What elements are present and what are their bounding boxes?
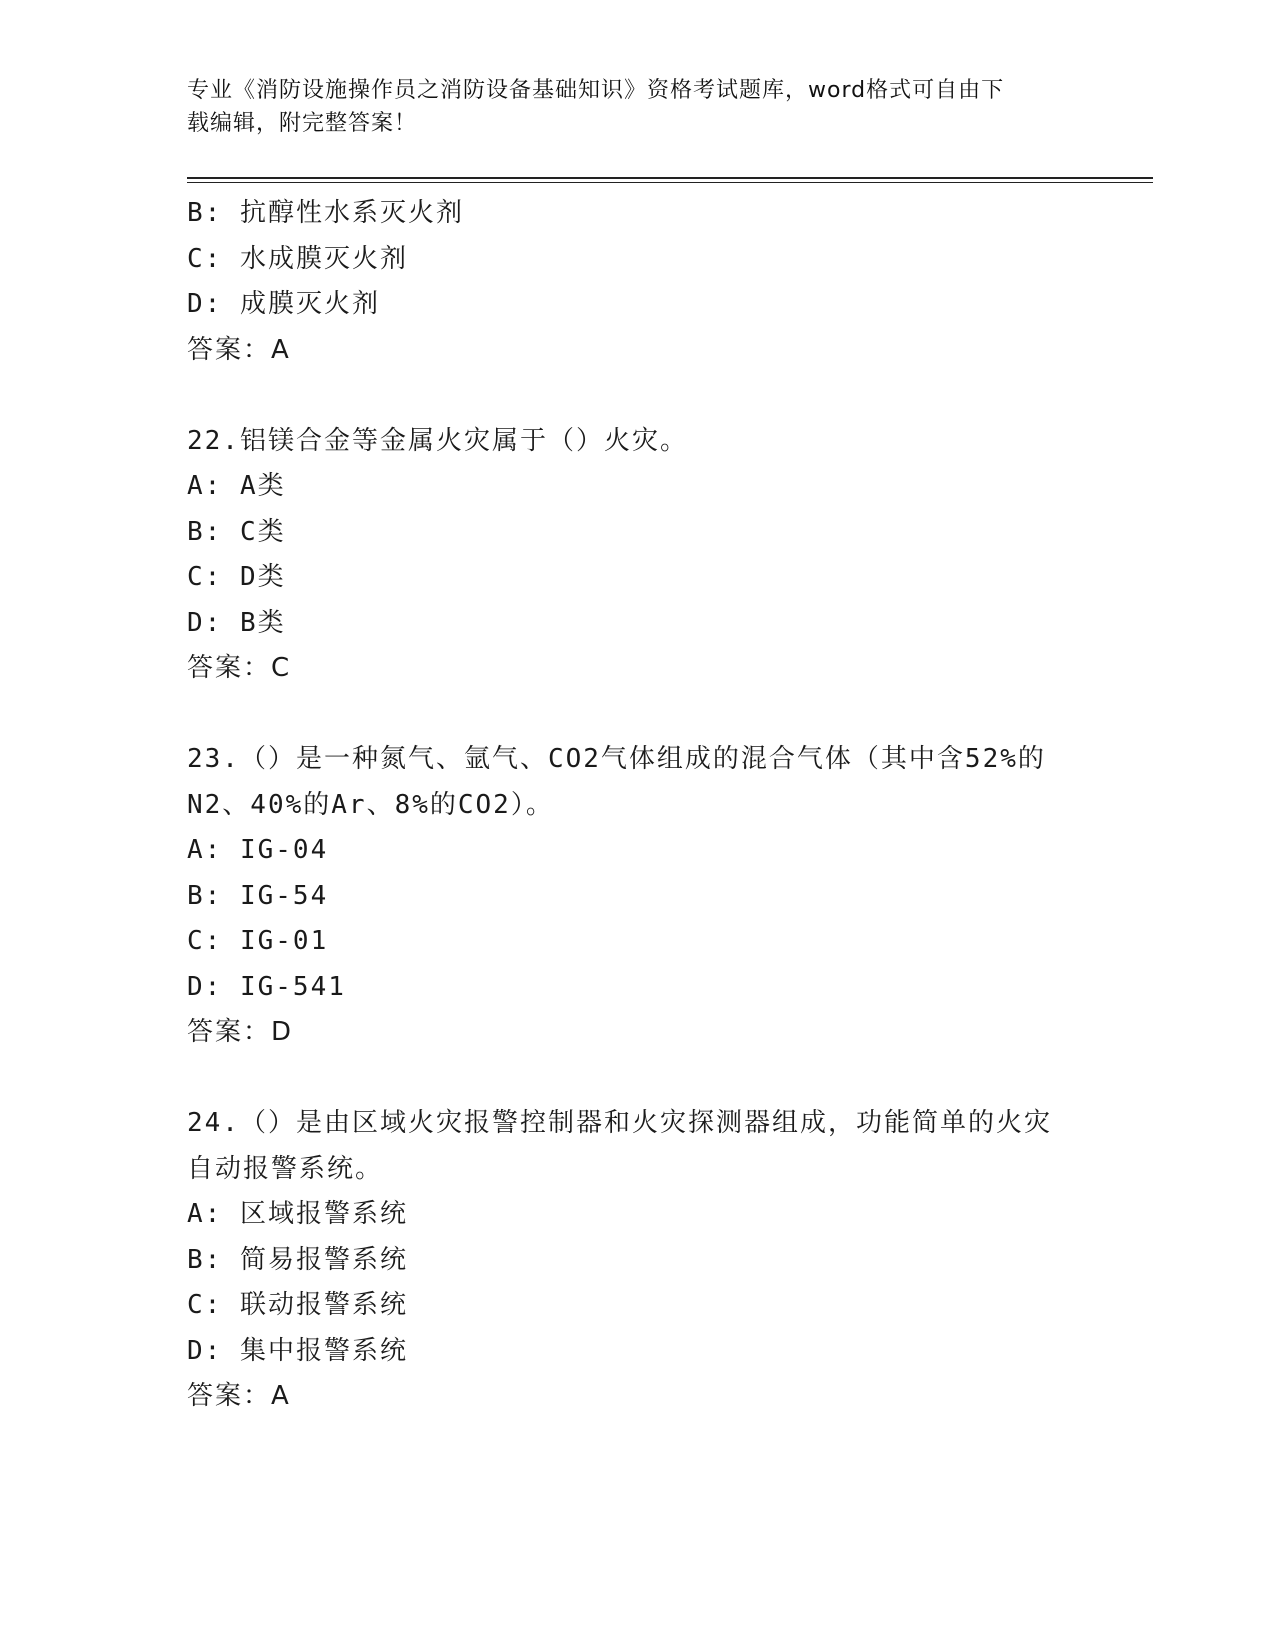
header-divider-thin [187, 182, 1153, 183]
option-c: C: D类 [187, 562, 286, 592]
option-a: A: 区域报警系统 [187, 1199, 408, 1229]
spacer [187, 1056, 1087, 1102]
option-a: A: A类 [187, 471, 286, 501]
option-a: A: IG-04 [187, 835, 329, 865]
option-b: B: C类 [187, 516, 286, 547]
option-d: D: IG-541 [187, 971, 346, 1002]
answer-line: 答案：A [187, 1381, 291, 1411]
question-block-21 [187, 191, 1087, 373]
question-text-continued: N2、40%的Ar、8%的CO2）。 [187, 789, 554, 820]
option-d: D: 集中报警系统 [187, 1335, 408, 1366]
option-d: D: B类 [187, 607, 286, 638]
option-c: C: 水成膜灭火剂 [187, 243, 408, 274]
header-line-1: 专业《消防设施操作员之消防设备基础知识》资格考试题库，word格式可自由下 [187, 78, 1005, 103]
question-text: 22.铝镁合金等金属火灾属于（）火灾。 [187, 425, 688, 456]
answer-line: 答案：D [187, 1017, 294, 1047]
question-list [187, 191, 1087, 1420]
question-block-23 [187, 737, 1087, 1056]
question-block-22 [187, 419, 1087, 692]
spacer [187, 692, 1087, 738]
option-b: B: 抗醇性水系灭火剂 [187, 198, 464, 228]
document-header [187, 74, 1087, 140]
answer-line: 答案：C [187, 653, 292, 683]
header-line-2: 载编辑，附完整答案！ [187, 111, 418, 136]
option-b: B: 简易报警系统 [187, 1244, 408, 1275]
question-text: 24.（）是由区域火灾报警控制器和火灾探测器组成，功能简单的火灾 [187, 1108, 1052, 1138]
option-b: B: IG-54 [187, 880, 329, 911]
option-c: C: 联动报警系统 [187, 1290, 408, 1320]
answer-line: 答案：A [187, 334, 291, 365]
question-text: 23.（）是一种氮气、氩气、CO2气体组成的混合气体（其中含52%的 [187, 744, 1046, 774]
option-d: D: 成膜灭火剂 [187, 289, 380, 319]
header-divider-thick [187, 177, 1153, 179]
option-c: C: IG-01 [187, 926, 329, 956]
question-text-continued: 自动报警系统。 [187, 1153, 384, 1184]
spacer [187, 373, 1087, 419]
question-block-24 [187, 1101, 1087, 1420]
